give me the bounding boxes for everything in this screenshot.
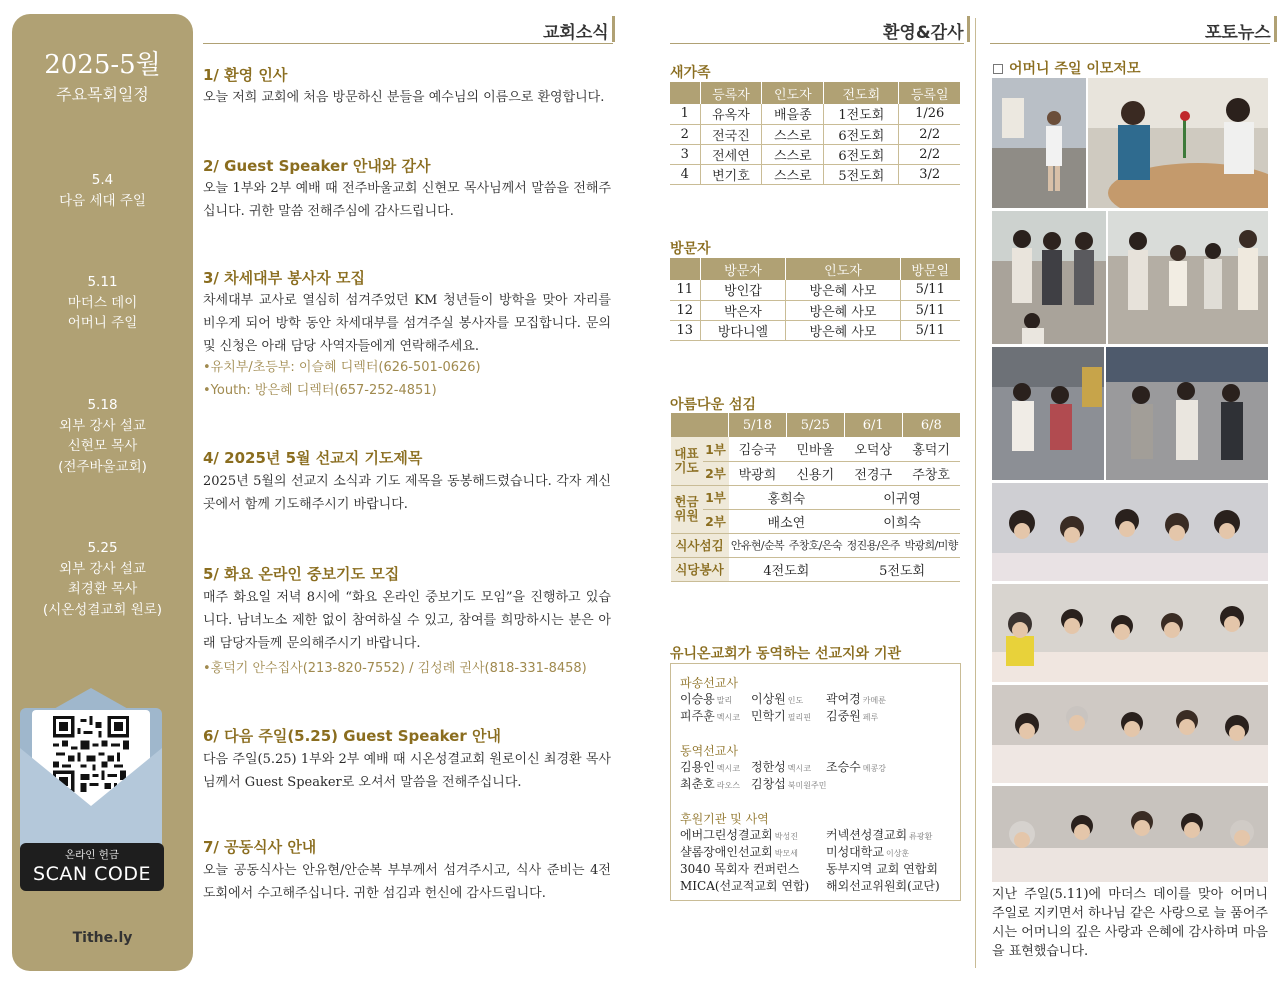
table-row: 2부 배소연 이희숙 — [671, 509, 961, 533]
list-item: 해외선교위원회(교단) — [826, 879, 940, 893]
photo-caption: 지난 주일(5.11)에 마더스 데이를 맞아 어머니 주일로 지키면서 하나님 같은 사랑으로 늘 품어주시는 어머니의 깊은 사랑과 은혜에 감사하며 마음을 표현했습니다. — [992, 887, 1268, 959]
announcement-title: 2/ Guest Speaker 안내와 감사 — [203, 157, 431, 175]
announcement-body: 차세대부 교사로 열심히 섬겨주었던 KM 청년들이 방학을 맞아 자리를 비우게 되어 방학 동안 차세대부를 섬겨주실 봉사자를 모집합니다. 문의 및 신청은 아래 담당 사역자들에게 연락해주세요. — [203, 293, 611, 354]
list-item: 샬롬장애인선교회 박모세 — [680, 845, 798, 859]
list-item: 3040 목회자 컨퍼런스 — [680, 862, 800, 876]
announcement-body: 2025년 5월의 선교지 소식과 기도 제목을 동봉해드렸습니다. 각자 계신 곳에서 함께 기도해주시기 바랍니다. — [203, 474, 611, 512]
new-family-table: 등록자 인도자 전도회 등록일 1 유옥자 배을종 1전도회 1/26 2 전국진 스스로 6전도회 2/2 3 전세연 스스로 6전도회 2/2 4 변기호 스스로 5전도회 3/2 — [670, 82, 960, 185]
contact-line: •홍덕기 안수집사(213-820-7552) / 김성례 권사(818-331-8458) — [203, 661, 587, 676]
scan-code-badge[interactable]: 온라인 헌금 SCAN CODE — [20, 843, 164, 891]
schedule-event: 5.11 마더스 데이 어머니 주일 — [67, 274, 138, 331]
news-header: 교회소식 — [543, 18, 609, 43]
table-row: 1 유옥자 배을종 1전도회 1/26 — [670, 104, 960, 124]
list-item: 피주훈 멕시코 — [680, 709, 740, 723]
announcement-body: 오늘 저희 교회에 처음 방문하신 분들을 예수님의 이름으로 환영합니다. — [203, 90, 605, 105]
table-row: 3 전세연 스스로 6전도회 2/2 — [670, 144, 960, 164]
list-item: 최춘호 라오스 — [680, 777, 740, 791]
photo-header: 포토뉴스 — [1205, 18, 1271, 43]
announcement-title: 1/ 환영 인사 — [203, 66, 288, 84]
contact-line: •Youth: 방은혜 디렉터(657-252-4851) — [203, 383, 437, 398]
missions-title: 유니온교회가 동역하는 선교지와 기관 — [670, 646, 902, 662]
missions-group-label: 동역선교사 — [680, 744, 738, 758]
schedule-event: 5.25 외부 강사 설교 최경환 목사 (시온성결교회 원로) — [42, 540, 163, 618]
visitors-title: 방문자 — [670, 241, 711, 257]
welcome-divider — [670, 43, 964, 44]
announcement-title: 4/ 2025년 5월 선교지 기도제목 — [203, 449, 423, 467]
new-family-title: 새가족 — [670, 65, 711, 81]
missions-box — [670, 663, 961, 901]
sidebar-subtitle: 주요목회일정 — [56, 85, 149, 104]
photo — [992, 786, 1268, 882]
list-item: 민학기 필리핀 — [751, 709, 811, 723]
photo — [992, 584, 1268, 682]
list-item: 정한성 멕시코 — [751, 760, 811, 774]
announcement-body: 오늘 1부와 2부 예배 때 전주바울교회 신현모 목사님께서 말씀을 전해주십니다. 귀한 말씀 전해주심에 감사드립니다. — [203, 181, 611, 219]
announcement-body: 오늘 공동식사는 안유현/안순복 부부께서 섬겨주시고, 식사 준비는 4전도회에서 수고해주십니다. 귀한 섬김과 헌신에 감사드립니다. — [203, 863, 611, 901]
list-item: 조승수 메콩강 — [826, 760, 886, 774]
photo-news-title: 어머니 주일 이모저모 — [993, 58, 1140, 78]
missions-group-label: 파송선교사 — [680, 676, 738, 690]
schedule-event: 5.18 외부 강사 설교 신현모 목사 (전주바울교회) — [58, 397, 147, 475]
sidebar-title: 2025-5월 — [44, 50, 161, 80]
table-row: 13 방다니엘 방은혜 사모 5/11 — [670, 320, 960, 340]
announcement-body: 매주 화요일 저녁 8시에 “화요 온라인 중보기도 모임”을 진행하고 있습니다. 남녀노소 제한 없이 참여하실 수 있고, 참여를 희망하시는 분은 아래 담당자들께 문의해주시기 바랍니다. — [203, 590, 611, 651]
table-row: 12 박은자 방은혜 사모 5/11 — [670, 300, 960, 320]
announcement-body: 다음 주일(5.25) 1부와 2부 예배 때 시온성결교회 원로이신 최경환 목사님께서 Guest Speaker로 오셔서 말씀을 전해주십니다. — [203, 752, 611, 790]
table-row: 11 방인갑 방은혜 사모 5/11 — [670, 280, 960, 300]
list-item: 커넥션성결교회 류광환 — [826, 828, 933, 842]
list-item: 김용인 멕시코 — [680, 760, 740, 774]
table-row: 대표기도 1부 김승국 민바울 오덕상 홍덕기 — [671, 437, 961, 461]
schedule-event: 5.4 다음 세대 주일 — [59, 172, 146, 209]
missions-group-label: 후원기관 및 사역 — [680, 812, 769, 826]
list-item: 이상원 인도 — [751, 692, 804, 706]
news-divider — [203, 43, 613, 44]
photo — [992, 685, 1268, 783]
list-item: 김창섭 북미원주민 — [751, 777, 827, 791]
table-row: 식사섬김 안유현/순복 주창호/은숙 정진용/은주 박광희/미향 — [671, 533, 961, 557]
list-item: MICA(선교적교회 연합) — [680, 879, 810, 893]
announcement-title: 7/ 공동식사 안내 — [203, 838, 317, 856]
photo — [992, 483, 1268, 581]
list-item: 김중원 페루 — [826, 709, 879, 723]
service-title: 아름다운 섬김 — [670, 397, 757, 413]
table-row: 2 전국진 스스로 6전도회 2/2 — [670, 124, 960, 144]
photo — [992, 78, 1086, 208]
list-item: 미성대학교 이상훈 — [826, 845, 910, 859]
service-table: 5/18 5/25 6/1 6/8 대표기도 1부 김승국 민바울 오덕상 홍덕기 2부 박광희 신용기 전경구 주창호 헌금위원 1부 홍희숙 이귀영 2부 배소연 이희숙 식사섬김 안유현/순복 주창호/은숙 정진용/은주 박광희/미향 식당봉사 4전도회 5전도회 — [670, 413, 960, 582]
photo — [1088, 78, 1268, 208]
table-row: 4 변기호 스스로 5전도회 3/2 — [670, 164, 960, 184]
list-item: 에버그린성결교회 박성진 — [680, 828, 798, 842]
photo — [1106, 347, 1268, 480]
photo — [992, 347, 1104, 480]
list-item: 곽여경 카메룬 — [826, 692, 886, 706]
table-row: 헌금위원 1부 홍희숙 이귀영 — [671, 485, 961, 509]
tithe-label: Tithe.ly — [72, 930, 133, 946]
table-row: 2부 박광희 신용기 전경구 주창호 — [671, 461, 961, 485]
photo — [1108, 211, 1268, 344]
photo-divider — [990, 43, 1270, 44]
checkbox-icon — [993, 64, 1003, 74]
photo — [992, 211, 1106, 344]
contact-line: •유치부/초등부: 이슬혜 디렉터(626-501-0626) — [203, 360, 481, 375]
table-row: 식당봉사 4전도회 5전도회 — [671, 557, 961, 581]
announcement-title: 3/ 차세대부 봉사자 모집 — [203, 269, 365, 287]
announcement-title: 5/ 화요 온라인 중보기도 모집 — [203, 565, 400, 583]
list-item: 이승용 말리 — [680, 692, 733, 706]
visitors-table: 방문자 인도자 방문일 11 방인갑 방은혜 사모 5/11 12 박은자 방은혜 사모 5/11 13 방다니엘 방은혜 사모 5/11 — [670, 258, 960, 341]
column-rule — [975, 18, 976, 968]
welcome-header: 환영&감사 — [883, 18, 964, 43]
announcement-title: 6/ 다음 주일(5.25) Guest Speaker 안내 — [203, 727, 501, 745]
list-item: 동부지역 교회 연합회 — [826, 862, 938, 876]
